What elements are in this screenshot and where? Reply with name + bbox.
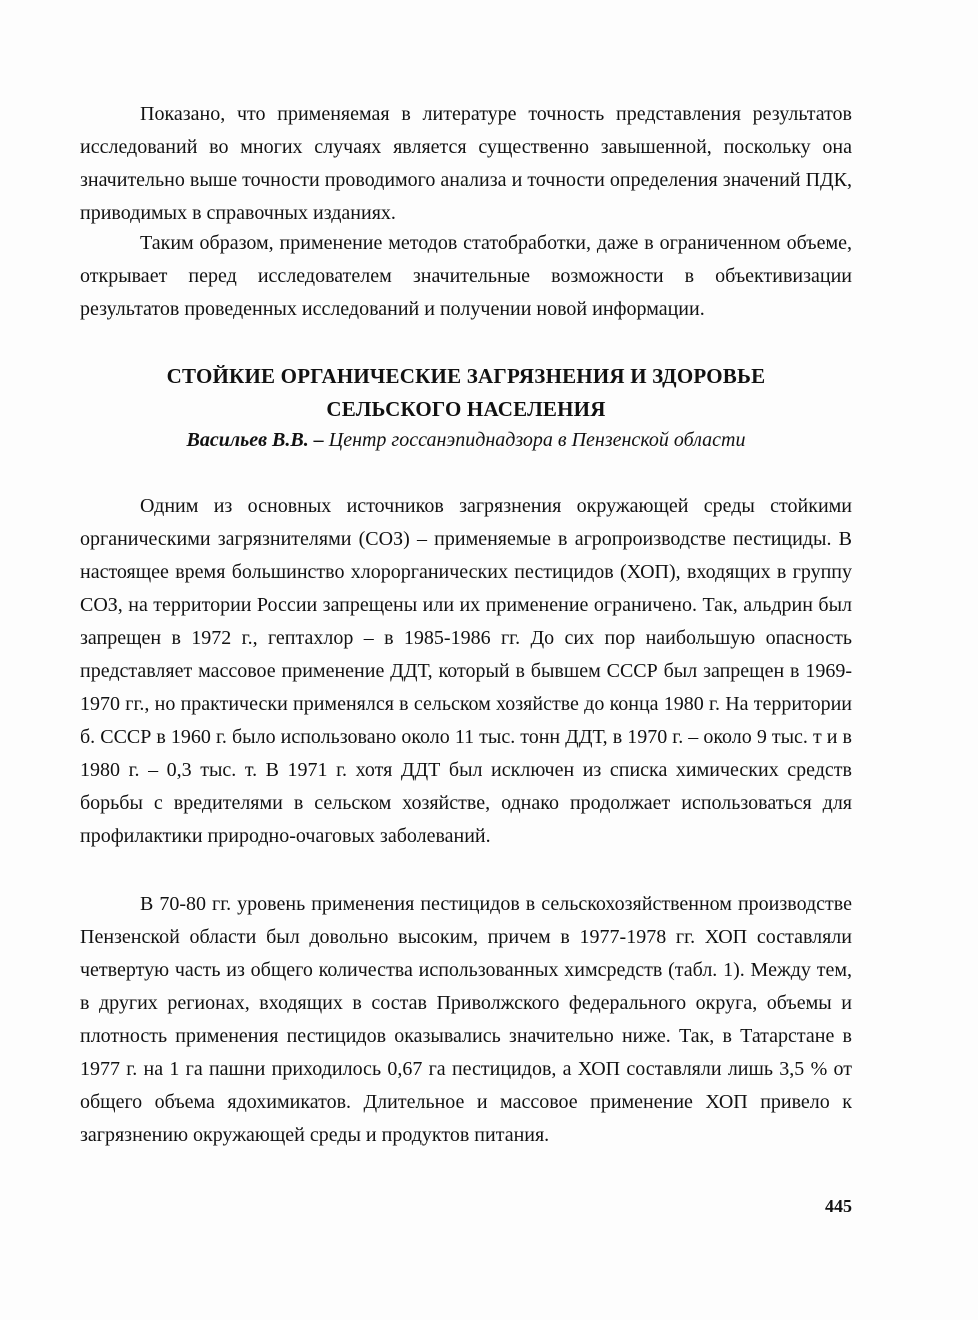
article-title <box>80 360 852 426</box>
author-name: Васильев В.В. <box>186 429 309 451</box>
article-paragraph-1: Одним из основных источников загрязнения окружающей среды стойкими органическими загрязнителями (СОЗ) – применяемые в агропроизводстве пестициды. В настоящее время большинство хлорорганических пестицидов (ХОП), входящих в группу СОЗ, на территории России запрещены или их применение ограничено. Так, альдрин был запрещен в 1972 г., гептахлор – в 1985-1986 гг. До сих пор наибольшую опасность представляет массовое применение ДДТ, который в бывшем СССР был запрещен в 1969-1970 гг., но практически применялся в сельском хозяйстве до конца 1980 г. На территории б. СССР в 1960 г. было использовано около 11 тыс. тонн ДДТ, в 1970 г. – около 9 тыс. т и в 1980 г. – 0,3 тыс. т. В 1971 г. хотя ДДТ был исключен из списка химических средств борьбы с вредителями в сельском хозяйстве, однако продолжает использоваться для профилактики природно-очаговых заболеваний. <box>80 495 852 847</box>
page-number: 445 <box>825 1196 852 1216</box>
intro-paragraph-1: Показано, что применяемая в литературе точность представления результатов исследований во многих случаях является существенно завышенной, поскольку она значительно выше точности проводимого анализа и точности определения значений ПДК, приводимых в справочных изданиях. <box>80 103 852 224</box>
article-title-line-1: СТОЙКИЕ ОРГАНИЧЕСКИЕ ЗАГРЯЗНЕНИЯ И ЗДОРОВЬЕ <box>166 364 766 388</box>
intro-paragraph-2: Таким образом, применение методов статобработки, даже в ограниченном объеме, открывает перед исследователем значительные возможности в объективизации результатов проведенных исследований и получении новой информации. <box>80 232 852 320</box>
article-paragraph-2: В 70-80 гг. уровень применения пестицидов в сельскохозяйственном производстве Пензенской области был довольно высоким, причем в 1977-1978 гг. ХОП составляли четвертую часть из общего количества использованных химсредств (табл. 1). Между тем, в других регионах, входящих в состав Приволжского федерального округа, объемы и плотность применения пестицидов оказывались значительно ниже. Так, в Татарстане в 1977 г. на 1 га пашни приходилось 0,67 га пестицидов, а ХОП составляли лишь 3,5 % от общего объема ядохимикатов. Длительное и массовое применение ХОП привело к загрязнению окружающей среды и продуктов питания. <box>80 893 852 1146</box>
author-affiliation: Центр госсанэпиднадзора в Пензенской области <box>328 429 746 451</box>
author-line <box>80 425 852 455</box>
article-title-line-2: СЕЛЬСКОГО НАСЕЛЕНИЯ <box>326 397 606 421</box>
author-dash: – <box>308 429 329 451</box>
